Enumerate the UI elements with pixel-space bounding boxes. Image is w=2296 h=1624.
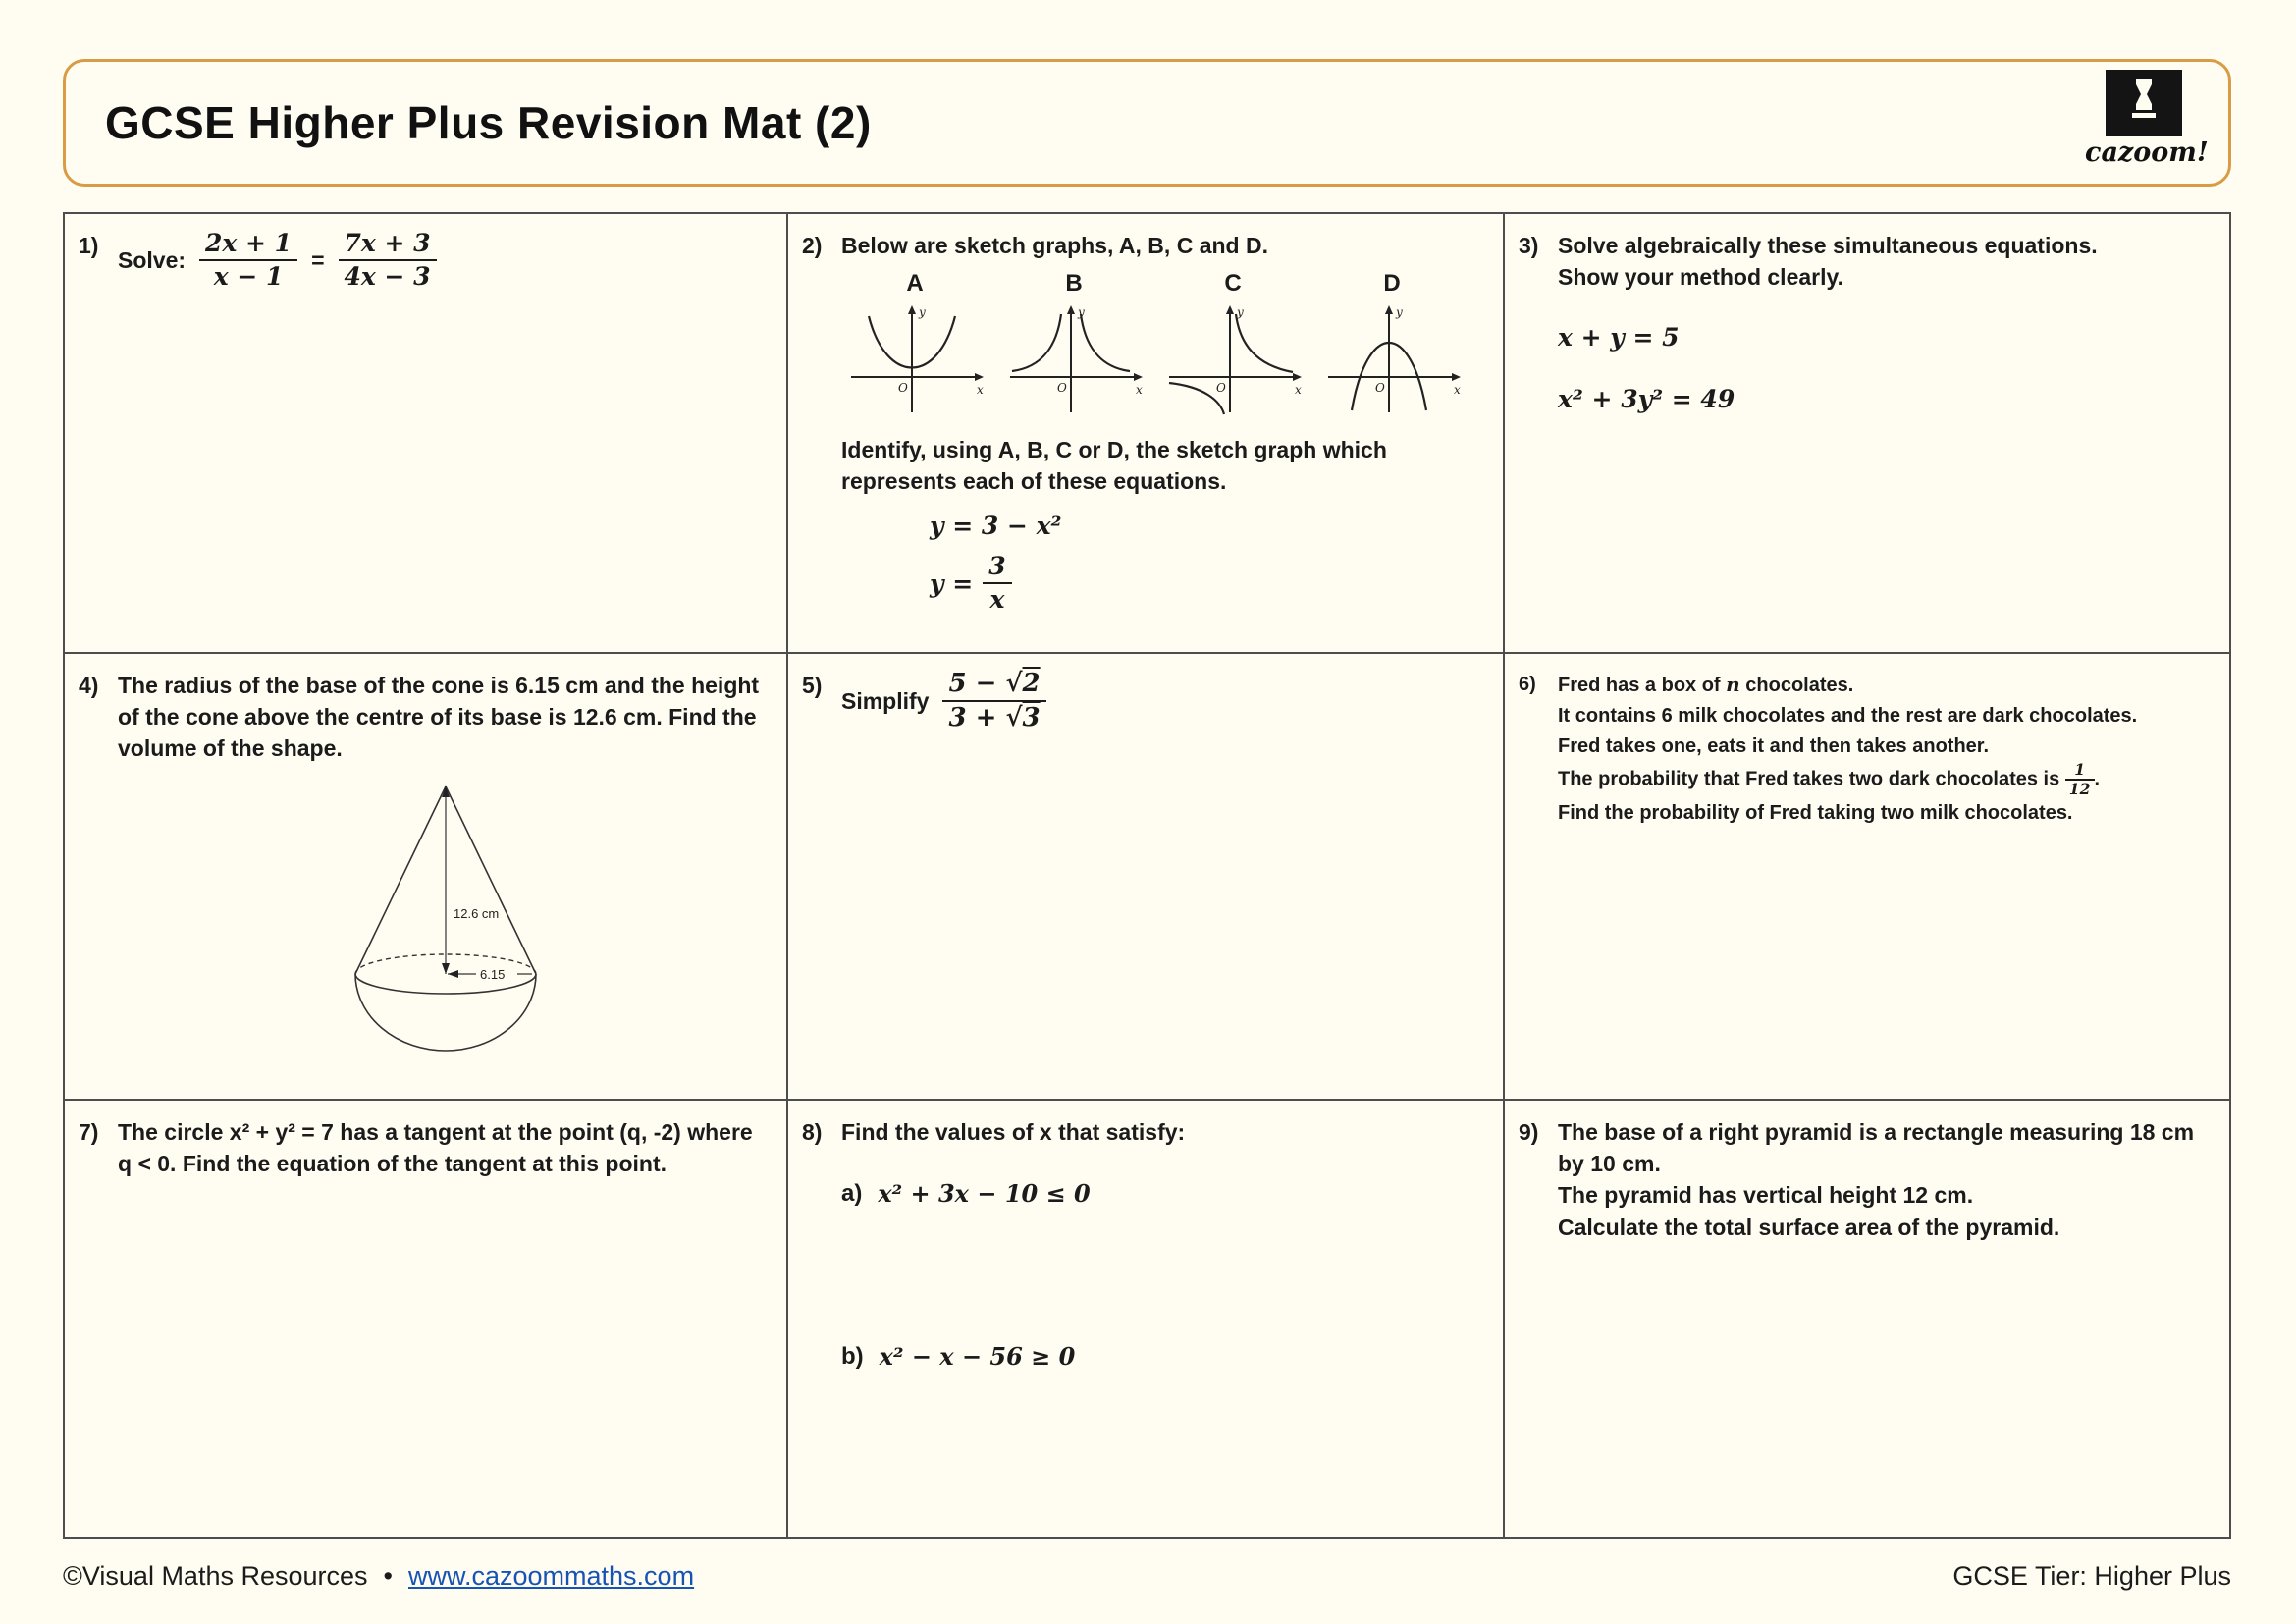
question-grid xyxy=(63,212,2231,1539)
question-text: Solve: xyxy=(118,246,187,273)
header xyxy=(63,59,2231,187)
fraction-left: $\frac{2x + 1}{x - 1}$ xyxy=(199,230,297,291)
question-8 xyxy=(788,1101,1505,1537)
question-number: 1) xyxy=(79,233,99,258)
svg-text:O: O xyxy=(898,380,908,395)
inequality-a: x² + 3x − 10 ≤ 0 xyxy=(878,1179,1091,1209)
fraction-right: $\frac{7x + 3}{4x - 3}$ xyxy=(339,230,437,291)
svg-text:x: x xyxy=(1136,382,1143,397)
sketch-graphs xyxy=(841,267,1489,426)
equation-2: x² + 3y² = 49 xyxy=(1558,385,1735,414)
cazoom-logo xyxy=(2085,70,2209,168)
tier-label: GCSE Tier: Higher Plus xyxy=(1952,1561,2231,1591)
cazoommaths-link[interactable]: www.cazoommaths.com xyxy=(407,1561,695,1591)
footer-left xyxy=(63,1561,694,1592)
svg-text:y: y xyxy=(1078,304,1085,319)
cone-hemisphere-diagram xyxy=(118,771,773,1065)
question-text: Simplify xyxy=(841,688,930,715)
svg-text:x: x xyxy=(1454,382,1461,397)
sketch-graph-b xyxy=(1000,267,1148,426)
probability-fraction: $\frac{1}{12}$ xyxy=(2065,762,2095,798)
question-6 xyxy=(1505,654,2229,1101)
equals-sign: = xyxy=(311,246,325,273)
variable-n: n xyxy=(1726,673,1740,696)
question-3 xyxy=(1505,214,2229,654)
svg-text:y: y xyxy=(1396,304,1403,319)
question-text-2: The pyramid has vertical height 12 cm. xyxy=(1558,1182,1974,1209)
question-text: Below are sketch graphs, A, B, C and D. xyxy=(841,233,1268,258)
copyright-text: ©Visual Maths Resources xyxy=(63,1561,368,1591)
question-number: 4) xyxy=(79,673,99,698)
cazoom-logo-icon xyxy=(2106,70,2182,136)
page-title: GCSE Higher Plus Revision Mat (2) xyxy=(105,97,872,148)
svg-text:O: O xyxy=(1375,380,1385,395)
cazoom-logo-text: cazoom! xyxy=(2085,137,2209,168)
separator-bullet: • xyxy=(383,1561,393,1591)
question-text: Solve algebraically these simultaneous equations. xyxy=(1558,233,2098,258)
question-text: The base of a right pyramid is a rectangle measuring 18 cm by 10 cm. xyxy=(1558,1119,2195,1177)
svg-text:O: O xyxy=(1216,380,1226,395)
question-text-5: Find the probability of Fred taking two milk chocolates. xyxy=(1558,801,2073,824)
part-b xyxy=(841,1340,1489,1374)
footer xyxy=(63,1561,2231,1592)
svg-text:y: y xyxy=(919,304,926,319)
graph-label: D xyxy=(1383,270,1401,298)
question-text-3: Calculate the total surface area of the pyramid. xyxy=(1558,1214,2060,1240)
graph-label: B xyxy=(1065,270,1083,298)
question-text: Find the values of x that satisfy: xyxy=(841,1119,1186,1145)
question-1 xyxy=(65,214,788,654)
part-label: a) xyxy=(841,1180,863,1208)
svg-text:O: O xyxy=(1057,380,1067,395)
question-text: Fred has a box of n chocolates. xyxy=(1558,673,1854,696)
svg-text:x: x xyxy=(1295,382,1302,397)
question-text-4: The probability that Fred takes two dark chocolates is $\frac{1}{12}$ . xyxy=(1558,760,2101,799)
sketch-graph-c xyxy=(1159,267,1307,426)
question-text: The radius of the base of the cone is 6.15 cm and the height of the cone above the centre of its base is 12.6 cm. Find the volume of the shape. xyxy=(118,673,760,762)
graph-a-plot xyxy=(841,300,988,418)
equation-1: x + y = 5 xyxy=(1558,323,1680,352)
question-4 xyxy=(65,654,788,1101)
graph-c-plot xyxy=(1159,300,1307,418)
question-number: 8) xyxy=(802,1119,823,1145)
question-9 xyxy=(1505,1101,2229,1537)
graph-b-plot xyxy=(1000,300,1148,418)
inequality-b: x² − x − 56 ≥ 0 xyxy=(879,1341,1076,1371)
question-5 xyxy=(788,654,1505,1101)
svg-text:y: y xyxy=(1237,304,1244,319)
question-number: 3) xyxy=(1519,233,1539,258)
graph-label: A xyxy=(906,270,924,298)
question-instruction: Identify, using A, B, C or D, the sketch graph which represents each of these equations. xyxy=(841,436,1387,495)
part-label: b) xyxy=(841,1342,864,1370)
radius-label: 6.15 xyxy=(479,966,505,982)
surd-fraction: $\frac{5 - √2}{3 + √3}$ xyxy=(942,670,1045,732)
question-text-2: Show your method clearly. xyxy=(1558,264,1843,291)
fraction: $\frac{3}{x}$ xyxy=(983,553,1011,614)
question-number: 5) xyxy=(802,673,823,698)
height-label: 12.6 cm xyxy=(453,905,499,921)
equations xyxy=(930,509,1489,614)
question-2 xyxy=(788,214,1505,654)
equation-1: y = 3 − x² xyxy=(930,512,1062,541)
sketch-graph-d xyxy=(1318,267,1466,426)
graph-label: C xyxy=(1224,270,1242,298)
question-number: 6) xyxy=(1519,674,1536,695)
equation-2: y = $\frac{3}{x}$ xyxy=(930,553,1489,614)
part-a xyxy=(841,1177,1489,1211)
question-text: The circle x² + y² = 7 has a tangent at the point (q, -2) where q < 0. Find the equation of the tangent at this point. xyxy=(118,1119,753,1177)
question-number: 9) xyxy=(1519,1119,1539,1145)
question-7 xyxy=(65,1101,788,1537)
question-text-3: Fred takes one, eats it and then takes another. xyxy=(1558,735,1990,757)
sqrt-symbol: √ xyxy=(1005,669,1023,698)
graph-d-plot xyxy=(1318,300,1466,418)
sketch-graph-a xyxy=(841,267,988,426)
sqrt-symbol: √ xyxy=(1005,703,1023,733)
question-text-2: It contains 6 milk chocolates and the rest are dark chocolates. xyxy=(1558,705,2138,727)
svg-text:x: x xyxy=(977,382,984,397)
question-number: 7) xyxy=(79,1119,99,1145)
question-number: 2) xyxy=(802,233,823,258)
